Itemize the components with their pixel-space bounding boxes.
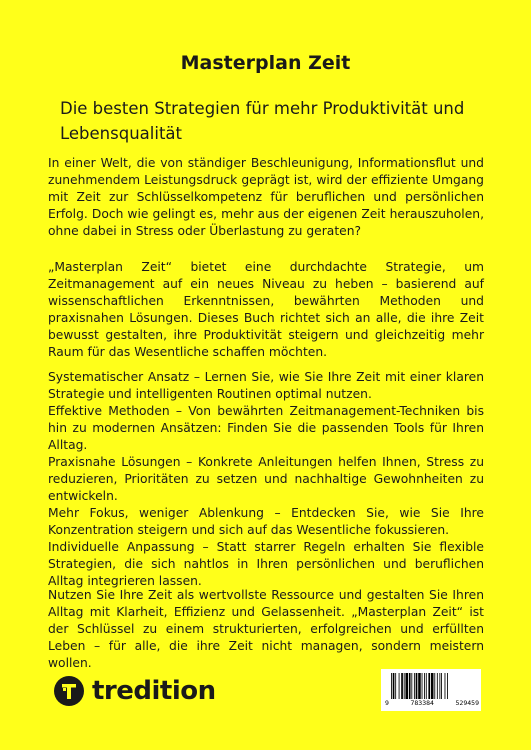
tredition-t-icon <box>54 676 84 706</box>
barcode-bar <box>434 673 435 699</box>
feature-item: Individuelle Anpassung – Statt starrer Regeln erhalten Sie flexible Strategien, die sich nahtlos in Ihren persönlichen und beruflichen Alltag integrieren lassen. <box>48 540 484 588</box>
feature-item: Mehr Fokus, weniger Ablenkung – Entdecken Sie, wie Sie Ihre Konzentration steigern und sich auf das Wesentliche fokussieren. <box>48 506 484 537</box>
barcode-bar <box>424 673 425 699</box>
barcode-bar <box>393 673 395 699</box>
barcode-bar <box>404 673 405 699</box>
barcode-bar <box>399 673 400 699</box>
book-title: Masterplan Zeit <box>180 52 351 74</box>
barcode-bar <box>428 673 430 699</box>
barcode-digits-left: 783384 <box>410 699 434 707</box>
barcode-bar <box>422 673 423 699</box>
description-paragraph: „Masterplan Zeit“ bietet eine durchdachte Strategie, um Zeitmanagement auf ein neues Niveau zu heben – basierend auf wissenschaftlichen Erkenntnissen, bewährten Methoden und praxisnahen Lösungen. Dieses Buch richtet sich an alle, die ihre Zeit bewusst gestalten, ihre Produktivität steigern und gleichzeitig mehr Raum für das Wesentliche schaffen möchten. <box>48 260 484 359</box>
barcode-digit-prefix: 9 <box>385 699 389 707</box>
barcode-bar <box>411 673 412 699</box>
barcode-bar <box>418 673 421 699</box>
barcode-bar <box>447 673 448 699</box>
book-subtitle: Die besten Strategien für mehr Produktivität und Lebensqualität <box>60 99 465 143</box>
barcode-bar <box>416 673 418 699</box>
barcode-bar <box>437 673 438 699</box>
closing-paragraph: Nutzen Sie Ihre Zeit als wertvollste Ressource und gestalten Sie Ihren Alltag mit Klarheit, Effizienz und Gelassenheit. „Masterplan Zeit“ ist der Schlüssel zu einem strukturierten, erfolgreichen und erfüllten Leben – für alle, die ihre Zeit nicht managen, sondern meistern wollen. <box>48 588 484 670</box>
barcode-bar <box>426 673 427 699</box>
barcode-bar <box>405 673 408 699</box>
barcode-bar <box>414 673 415 699</box>
barcode-digits-right: 529459 <box>455 699 479 707</box>
barcode-bar <box>401 673 403 699</box>
barcode-bar <box>441 673 442 699</box>
barcode-bars <box>391 673 471 699</box>
isbn-barcode <box>381 669 481 711</box>
barcode-bar <box>431 673 434 699</box>
feature-item: Praxisnahe Lösungen – Konkrete Anleitungen helfen Ihnen, Stress zu reduzieren, Prioritäten zu setzen und nachhaltige Gewohnheiten zu entwickeln. <box>48 455 484 503</box>
feature-item: Effektive Methoden – Von bewährten Zeitmanagement-Techniken bis hin zu modernen Ansätzen: Finden Sie die passenden Tools für Ihren Alltag. <box>48 404 484 452</box>
barcode-bar <box>391 673 392 699</box>
publisher-name: tredition <box>92 676 216 706</box>
publisher-logo <box>54 676 216 706</box>
feature-item: Systematischer Ansatz – Lernen Sie, wie Sie Ihre Zeit mit einer klaren Strategie und intelligenten Routinen optimal nutzen. <box>48 370 484 401</box>
intro-paragraph: In einer Welt, die von ständiger Beschleunigung, Informationsflut und zunehmendem Leistungsdruck geprägt ist, wird der effiziente Umgang mit Zeit zur Schlüsselkompetenz für beruflichen und persönlichen Erfolg. Doch wie gelingt es, mehr aus der eigenen Zeit herauszuholen, ohne dabei in Stress oder Überlastung zu geraten? <box>48 156 484 238</box>
feature-list <box>48 369 484 590</box>
barcode-bar <box>445 673 446 699</box>
barcode-bar <box>409 673 411 699</box>
barcode-bar <box>395 673 396 699</box>
barcode-bar <box>439 673 440 699</box>
